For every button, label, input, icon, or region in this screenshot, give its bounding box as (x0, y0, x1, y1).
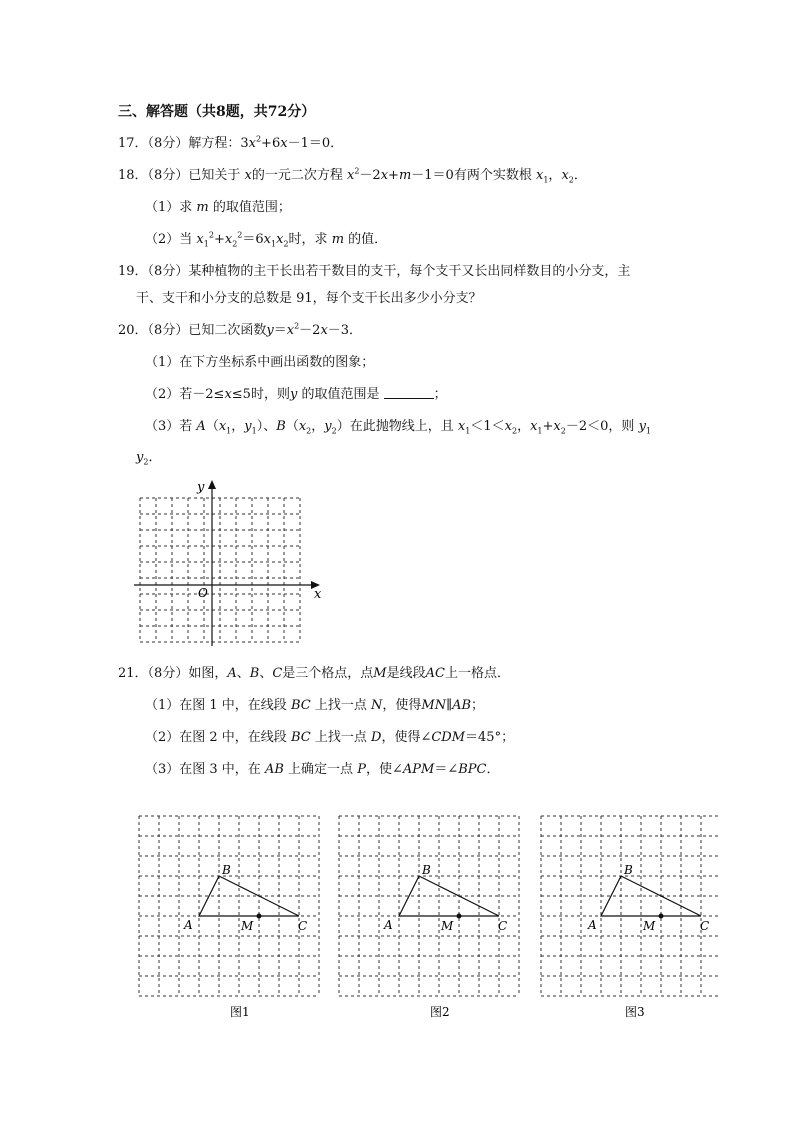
y-axis-arrow (208, 480, 216, 489)
question-17: 17．（8分）解方程：$3x^2+6x-1=0$． (118, 134, 344, 151)
label-m: M (241, 919, 254, 933)
question-18-part-2: （2）当 $x_1^2+x_2^2=6x_1x_2$时，求 m 的值． (145, 230, 388, 249)
coordinate-grid (130, 478, 330, 650)
question-20-part-2: （2）若－2≤x≤5时，则y 的取值范围是 ； (145, 387, 447, 402)
answer-blank[interactable] (384, 386, 434, 399)
label-b: B (422, 863, 431, 877)
label-c: C (700, 919, 710, 933)
figure-1 (135, 810, 325, 1030)
question-21-part-1: （1）在图 1 中，在线段 BC 上找一点 N，使得MN∥AB； (145, 698, 485, 713)
question-19-line-2: 干、支干和小分支的总数是 91，每个支干长出多少小分支？ (136, 291, 482, 306)
question-20: 20．（8分）已知二次函数$y=x^2-2x-3$． (118, 321, 363, 338)
label-m: M (643, 919, 656, 933)
label-b: B (624, 863, 633, 877)
figure-2 (335, 810, 525, 1030)
figure-3 (537, 810, 719, 1030)
question-18-part-1: （1）求 m 的取值范围； (145, 200, 291, 215)
x-axis-label: x (314, 587, 322, 602)
question-21-part-2: （2）在图 2 中，在线段 BC 上找一点 D，使得∠CDM＝45°； (145, 730, 515, 745)
question-19-line-1: 19．（8分）某种植物的主干长出若干数目的支干，每个支干又长出同样数目的小分支，主 (118, 264, 631, 279)
label-m: M (441, 919, 454, 933)
section-title: 三、解答题（共8题，共72分） (118, 104, 316, 120)
figure-caption: 图1 (230, 1005, 250, 1019)
label-c: C (298, 919, 308, 933)
label-a: A (184, 918, 193, 932)
question-20-part-3: （3）若 $A(x_1$，$y_1$）、$B(x_2$，$y_2$）在此抛物线上，且 $x_1<1<x_2$，$x_1+x_2-2<0$，则 $y_1$ (145, 419, 652, 436)
label-a: A (384, 918, 393, 932)
origin-label: O (198, 586, 208, 600)
figure-caption: 图2 (430, 1005, 450, 1019)
point-m (659, 914, 664, 919)
point-m (457, 914, 462, 919)
question-18: 18．（8分）已知关于 x的一元二次方程 $x^2-2x+m-1=0$有两个实数根 $x_1$，$x_2$． (118, 166, 587, 185)
y-axis-label: y (197, 480, 205, 495)
figure-caption: 图3 (625, 1005, 645, 1019)
label-a: A (588, 918, 597, 932)
label-c: C (498, 919, 508, 933)
label-b: B (222, 863, 231, 877)
question-20-part-3-cont: $y_2$． (136, 450, 162, 467)
question-21-part-3: （3）在图 3 中，在 AB 上确定一点 P，使∠APM＝∠BPC． (145, 762, 500, 777)
question-21: 21．（8分）如图，A、B、C是三个格点，点M是线段AC上一格点． (118, 666, 510, 681)
point-m (257, 914, 262, 919)
question-20-part-1: （1）在下方坐标系中画出函数的图象； (145, 355, 375, 370)
